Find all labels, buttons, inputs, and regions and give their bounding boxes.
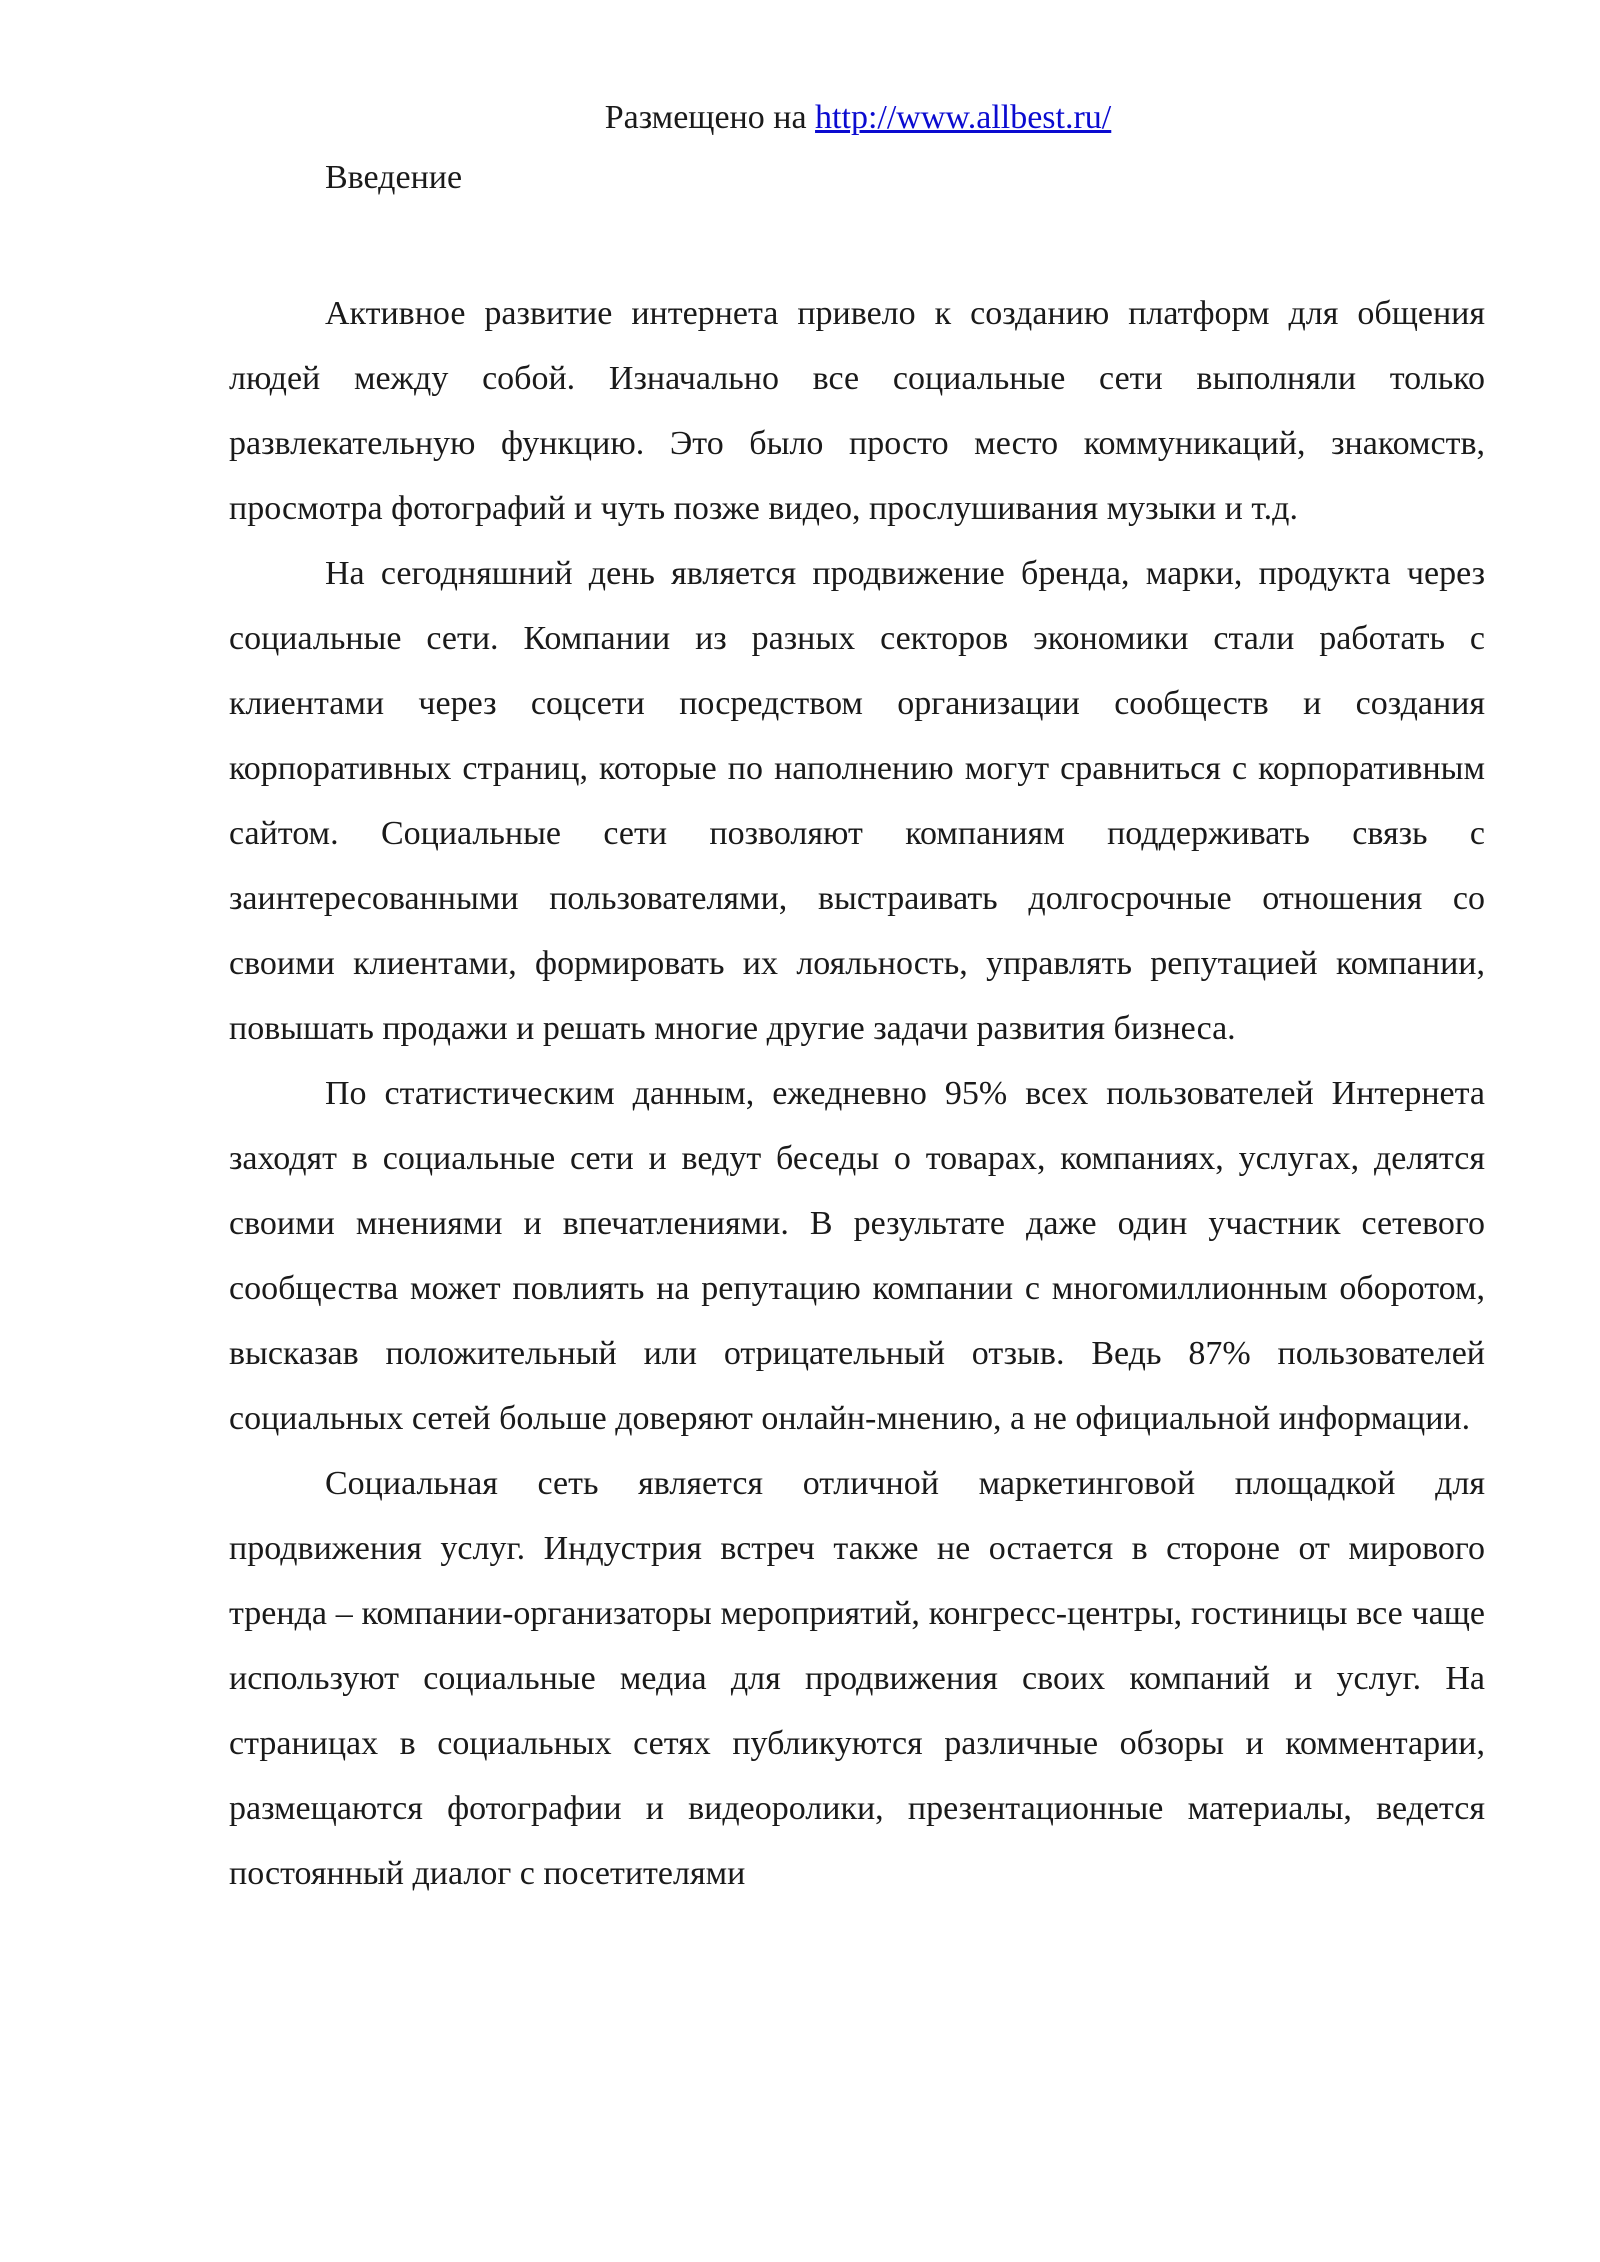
paragraph: Активное развитие интернета привело к созданию платформ для общения людей между собой. Изначально все социальные сети выполняли только развлекательную функцию. Это было просто место коммуникаций, знакомств, просмотра фотографий и чуть позже видео, прослушивания музыки и т.д.: [229, 295, 1485, 527]
body-text: [229, 281, 1485, 1906]
section-title: Введение: [325, 159, 463, 196]
placement-prefix: Размещено на: [604, 99, 816, 136]
paragraph: Социальная сеть является отличной маркетинговой площадкой для продвижения услуг. Индустрия встреч также не остается в стороне от мирового тренда – компании-организаторы мероприятий, конгресс-центры, гостиницы все чаще используют социальные медиа для продвижения своих компаний и услуг. На страницах в социальных сетях публикуются различные обзоры и комментарии, размещаются фотографии и видеоролики, презентационные материалы, ведется постоянный диалог с посетителями: [229, 1465, 1485, 1892]
paragraph: На сегодняшний день является продвижение бренда, марки, продукта через социальные сети. Компании из разных секторов экономики стали работать с клиентами через соцсети посредством организации сообществ и создания корпоративных страниц, которые по наполнению могут сравниться с корпоративным сайтом. Социальные сети позволяют компаниям поддерживать связь с заинтересованными пользователями, выстраивать долгосрочные отношения со своими клиентами, формировать их лояльность, управлять репутацией компании, повышать продажи и решать многие другие задачи развития бизнеса.: [229, 555, 1485, 1047]
paragraph: По статистическим данным, ежедневно 95% всех пользователей Интернета заходят в социальные сети и ведут беседы о товарах, компаниях, услугах, делятся своими мнениями и впечатлениями. В результате даже один участник сетевого сообщества может повлиять на репутацию компании с многомиллионным оборотом, высказав положительный или отрицательный отзыв. Ведь 87% пользователей социальных сетей больше доверяют онлайн-мнению, а не официальной информации.: [229, 1075, 1485, 1437]
placement-header: [0, 96, 1600, 140]
allbest-link[interactable]: http://www.allbest.ru/: [815, 99, 1112, 136]
